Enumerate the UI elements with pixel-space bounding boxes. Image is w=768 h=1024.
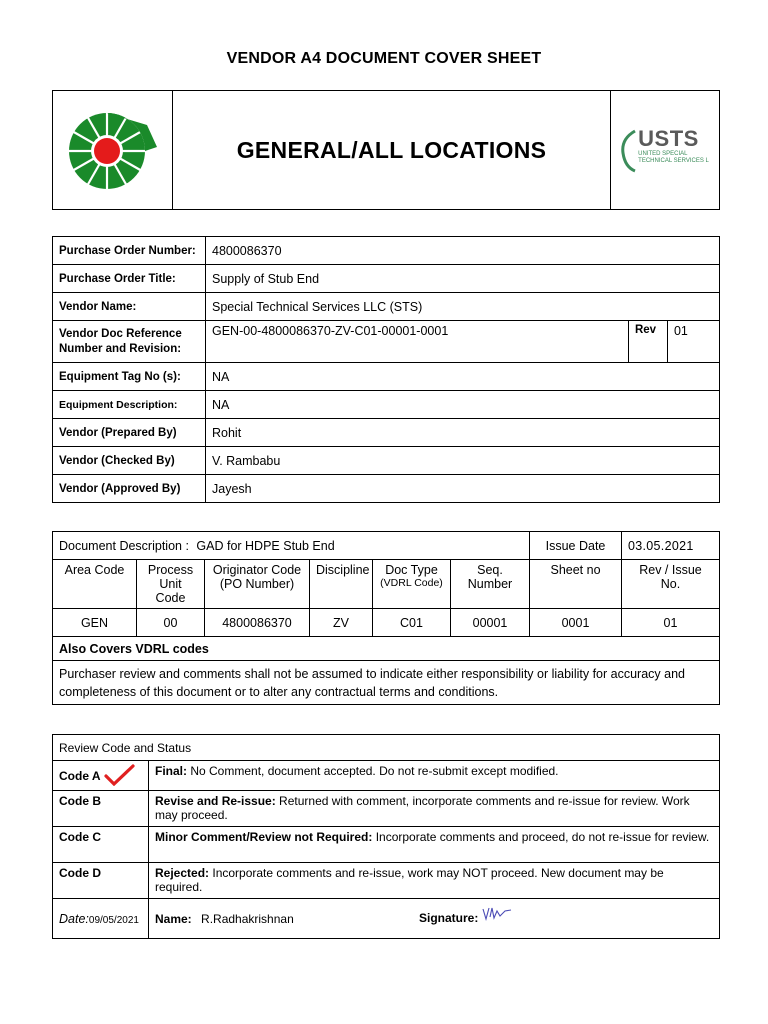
seq-header-line2: Number (467, 577, 513, 591)
signature-mark (481, 905, 513, 923)
date-cell (53, 899, 149, 939)
po-number-label: Purchase Order Number: (53, 237, 206, 265)
rev-issue-header (622, 560, 720, 609)
equip-desc-value: NA (206, 391, 720, 419)
vendor-name-value: Special Technical Services LLC (STS) (206, 293, 720, 321)
doc-desc-cell (53, 532, 530, 560)
doc-type-header (373, 560, 451, 609)
doc-desc-label: Document Description : (59, 538, 189, 553)
process-unit-header (137, 560, 205, 609)
table-row (53, 560, 720, 609)
code-a-text: No Comment, document accepted. Do not re-submit except modified. (187, 764, 559, 778)
prepared-value: Rohit (206, 419, 720, 447)
table-row (53, 293, 720, 321)
process-header-line2: Unit Code (155, 577, 186, 605)
process-header-line1: Process (147, 563, 194, 577)
code-d-text: Incorporate comments and re-issue, work may NOT proceed. New document may be required. (155, 866, 664, 894)
code-d-title: Rejected: (155, 866, 210, 880)
usts-brand-line2: TECHNICAL SERVICES L (638, 158, 709, 164)
doc-ref-label-line2: Number and Revision: (59, 343, 182, 355)
table-row (53, 363, 720, 391)
doc-type-header-line2: (VDRL Code) (380, 577, 443, 589)
sheet-no-header: Sheet no (530, 560, 622, 609)
po-title-label: Purchase Order Title: (53, 265, 206, 293)
discipline-value: ZV (310, 609, 373, 637)
disclaimer: Purchaser review and comments shall not be assumed to indicate either responsibility or liability for accuracy and completeness of this document or to alter any contractual terms and conditions. (53, 661, 720, 705)
area-code-value: GEN (53, 609, 137, 637)
originator-header-line1: Originator Code (212, 563, 302, 577)
page-title: VENDOR A4 DOCUMENT COVER SHEET (226, 50, 542, 67)
name-label: Name: (155, 911, 192, 926)
header-box (52, 90, 720, 210)
table-row (53, 391, 720, 419)
table-row (53, 791, 720, 827)
rev-header-line1: Rev / Issue (639, 563, 702, 577)
code-a-cell (53, 761, 149, 791)
originator-header-line2: (PO Number) (219, 577, 295, 591)
checked-label: Vendor (Checked By) (53, 447, 206, 475)
checked-value: V. Rambabu (206, 447, 720, 475)
code-c-title: Minor Comment/Review not Required: (155, 830, 373, 844)
code-b-text: Returned with comment, incorporate comments and re-issue for review. Work may proceed. (155, 794, 690, 822)
usts-crescent-icon (621, 129, 637, 173)
equip-desc-label: Equipment Description: (53, 391, 206, 419)
rev-value: 01 (667, 321, 719, 363)
prepared-label: Vendor (Prepared By) (53, 419, 206, 447)
code-a-title: Final: (155, 764, 187, 778)
rev-label: Rev (628, 321, 667, 363)
usts-logo (611, 91, 719, 209)
approved-value: Jayesh (206, 475, 720, 503)
date-value: 09/05/2021 (88, 914, 139, 926)
table-row (53, 761, 720, 791)
usts-brand-line1: UNITED SPECIAL (638, 151, 688, 157)
doc-type-header-line1: Doc Type (385, 563, 438, 577)
table-row (53, 863, 720, 899)
table-row (53, 532, 720, 560)
doc-ref-value: GEN-00-4800086370-ZV-C01-00001-0001 (206, 321, 629, 363)
area-code-header: Area Code (53, 560, 137, 609)
table-row (53, 735, 720, 761)
vendor-info-table (52, 236, 720, 503)
signature-label: Signature: (419, 911, 479, 925)
tag-label: Equipment Tag No (s): (53, 363, 206, 391)
rev-issue-value: 01 (622, 609, 720, 637)
company-logo (53, 91, 173, 209)
doc-type-value: C01 (373, 609, 451, 637)
discipline-header: Discipline (310, 560, 373, 609)
location-title-cell (173, 91, 611, 209)
name-signature-cell (149, 899, 720, 939)
green-red-fan-logo-icon (65, 107, 161, 193)
issue-date-label: Issue Date (530, 532, 622, 560)
seq-number-value: 00001 (451, 609, 530, 637)
po-title-value: Supply of Stub End (206, 265, 720, 293)
table-row (53, 899, 720, 939)
table-row (53, 637, 720, 661)
code-d-label: Code D (53, 863, 149, 899)
rev-header-line2: No. (660, 577, 681, 591)
po-number-value: 4800086370 (206, 237, 720, 265)
location-title: GENERAL/ALL LOCATIONS (236, 136, 547, 163)
code-a-desc (149, 761, 720, 791)
table-row (53, 447, 720, 475)
also-covers: Also Covers VDRL codes (53, 637, 720, 661)
document-description-table (52, 531, 720, 705)
tag-value: NA (206, 363, 720, 391)
date-label: Date: (59, 911, 89, 926)
issue-date-value: 03.05.2021 (622, 532, 720, 560)
doc-desc-value: GAD for HDPE Stub End (196, 538, 335, 553)
review-heading: Review Code and Status (53, 735, 720, 761)
table-row (53, 237, 720, 265)
checkmark-icon (103, 764, 135, 786)
code-a-label: Code A (59, 769, 101, 783)
usts-brand-name: USTS (638, 126, 699, 151)
code-d-desc (149, 863, 720, 899)
table-row (53, 661, 720, 705)
review-code-table (52, 734, 720, 939)
doc-ref-label-line1: Vendor Doc Reference (59, 328, 182, 340)
code-c-desc (149, 827, 720, 863)
originator-header (205, 560, 310, 609)
table-row (53, 419, 720, 447)
table-row (53, 827, 720, 863)
sheet-no-value: 0001 (530, 609, 622, 637)
code-b-title: Revise and Re-issue: (155, 794, 276, 808)
table-row (53, 475, 720, 503)
seq-number-header (451, 560, 530, 609)
originator-value: 4800086370 (205, 609, 310, 637)
vendor-name-label: Vendor Name: (53, 293, 206, 321)
code-b-desc (149, 791, 720, 827)
table-row (53, 609, 720, 637)
doc-ref-label (53, 321, 206, 363)
code-c-text: Incorporate comments and proceed, do not re-issue for review. (372, 830, 710, 844)
code-c-label: Code C (53, 827, 149, 863)
code-b-label: Code B (53, 791, 149, 827)
table-row (53, 321, 720, 363)
approved-label: Vendor (Approved By) (53, 475, 206, 503)
seq-header-line1: Seq. (477, 563, 503, 577)
reviewer-name: R.Radhakrishnan (201, 911, 294, 926)
process-unit-value: 00 (137, 609, 205, 637)
table-row (53, 265, 720, 293)
